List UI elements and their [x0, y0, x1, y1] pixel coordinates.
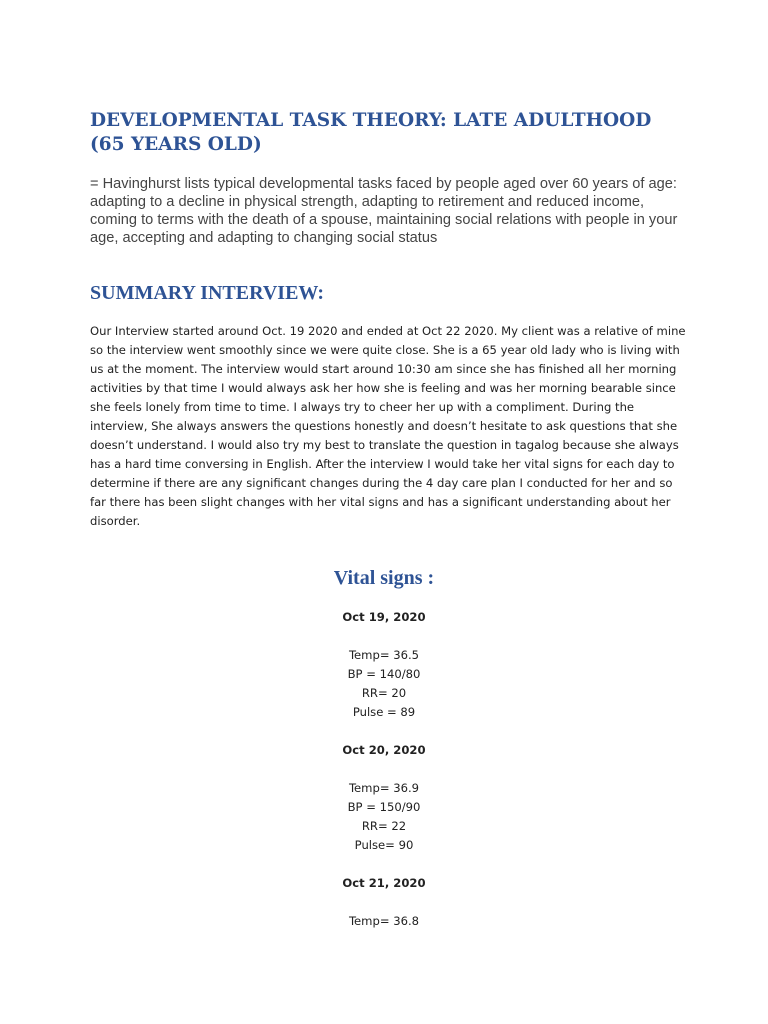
vital-temp: Temp= 36.8 — [348, 914, 420, 928]
vital-bp: BP = 150/90 — [347, 800, 421, 814]
vital-date: Oct 21, 2020 — [342, 876, 426, 890]
vital-signs-day — [0, 741, 768, 855]
vital-temp: Temp= 36.9 — [348, 781, 420, 795]
vital-signs-day — [0, 874, 768, 931]
vital-signs-heading: Vital signs : — [333, 567, 435, 589]
document-title: DEVELOPMENTAL TASK THEORY: LATE ADULTHOOD (65 YEARS OLD) — [90, 110, 652, 155]
vital-signs-day — [0, 608, 768, 722]
vital-date: Oct 19, 2020 — [342, 610, 426, 624]
intro-paragraph: = Havinghurst lists typical developmental tasks faced by people aged over 60 years of age: adapting to a decline in physical strength, adapting to retirement and reduced income, coming to terms with the death of a spouse, maintaining social relations with people in your age, accepting and adapting to changing social status — [90, 176, 678, 246]
vital-rr: RR= 22 — [361, 819, 407, 833]
summary-paragraph: Our Interview started around Oct. 19 2020 and ended at Oct 22 2020. My client was a relative of mine so the interview went smoothly since we were quite close. She is a 65 year old lady who is living with us at the moment. The interview would start around 10:30 am since she has finished all her morning activities by that time I would always ask her how she is feeling and was her morning bearable since she feels lonely from time to time. I always try to cheer her up with a compliment. During the interview, She always answers the questions honestly and doesn’t hesitate to ask questions that she doesn’t understand. I would also try my best to translate the question in tagalog because she always has a hard time conversing in English. After the interview I would take her vital signs for each day to determine if there are any significant changes during the 4 day care plan I conducted for her and so far there has been slight changes with her vital signs and has a significant understanding about her disorder. — [90, 324, 686, 528]
vital-rr: RR= 20 — [361, 686, 407, 700]
vital-temp: Temp= 36.5 — [348, 648, 420, 662]
vital-pulse: Pulse= 90 — [354, 838, 414, 852]
vital-signs-list — [0, 608, 768, 950]
vital-date: Oct 20, 2020 — [342, 743, 426, 757]
vital-pulse: Pulse = 89 — [352, 705, 416, 719]
vital-bp: BP = 140/80 — [347, 667, 421, 681]
summary-heading: SUMMARY INTERVIEW: — [90, 282, 324, 304]
